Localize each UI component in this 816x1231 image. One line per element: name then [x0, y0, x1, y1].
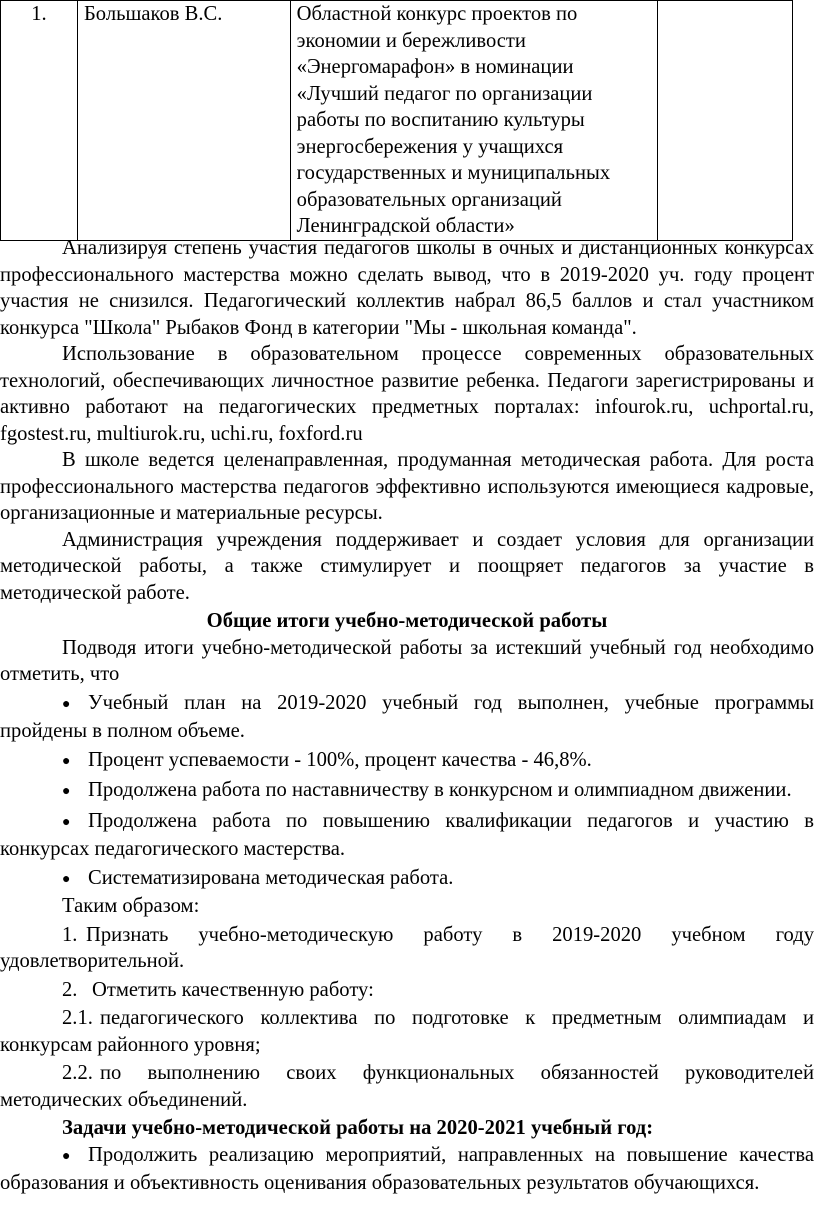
- item-text: Признать учебно-методическую работу в 2019-2020 учебном году удовлетворительной.: [0, 923, 814, 972]
- table-row: [1, 1, 793, 241]
- bullet-icon: ●: [62, 753, 71, 769]
- list-item-text: Продолжена работа по повышению квалификации педагогов и участию в конкурсах педагогического мастерства.: [0, 809, 814, 860]
- paragraph-administration: Администрация учреждения поддерживает и создает условия для организации методической работы, а также стимулирует и поощряет педагогов за участие в методической работе.: [0, 528, 814, 604]
- conclusion-lead: Таким образом:: [62, 895, 200, 917]
- row-number: 1.: [1, 1, 78, 241]
- bullet-icon: ●: [62, 1148, 71, 1164]
- list-item-text: Продолжить реализацию мероприятий, направленных на повышение качества образования и объективность оценивания образовательных результатов обучающихся.: [0, 1143, 814, 1194]
- participants-table: [0, 0, 793, 241]
- bullet-icon: ●: [62, 784, 71, 799]
- list-item-text: Систематизирована методическая работа.: [88, 866, 454, 889]
- summary-heading: Общие итоги учебно-методической работы: [206, 610, 608, 632]
- bullet-icon: ●: [62, 696, 71, 712]
- bullet-icon: ●: [62, 814, 71, 830]
- item-number: 2.: [62, 978, 78, 1001]
- tasks-heading: Задачи учебно-методической работы на 2020-2021 учебный год:: [62, 1117, 654, 1139]
- bullet-icon: ●: [62, 871, 71, 887]
- result-cell: [658, 1, 793, 241]
- summary-intro: Подводя итоги учебно-методической работы за истекший учебный год необходимо отметить, что: [0, 636, 814, 685]
- list-item: [0, 690, 814, 745]
- list-item-text: Продолжена работа по наставничеству в конкурсном и олимпиадном движении.: [88, 779, 792, 801]
- document-body: [0, 235, 814, 1197]
- competition-name: Областной конкурс проектов по экономии и бережливости «Энергомарафон» в номинации «Лучший педагог по организации работы по воспитанию культуры энергосбережения у учащихся государственных и муниципальных образовательных организаций Ленинградской области»: [290, 1, 658, 241]
- list-item: [0, 777, 814, 806]
- numbered-item: [0, 922, 814, 975]
- item-text: Отметить качественную работу:: [92, 978, 374, 1001]
- paragraph-participation: Анализируя степень участия педагогов школы в очных и дистанционных конкурсах профессионального мастерства можно сделать вывод, что в 2019-2020 уч. году процент участия не снизился. Педагогический коллектив набрал 86,5 баллов и стал участником конкурса "Школа" Рыбаков Фонд в категории "Мы - школьная команда".: [0, 237, 814, 339]
- numbered-item: [0, 1005, 814, 1058]
- item-number: 2.1.: [62, 1007, 93, 1029]
- item-number: 2.2.: [62, 1062, 93, 1084]
- item-number: 1.: [62, 923, 78, 946]
- list-item-text: Учебный план на 2019-2020 учебный год выполнен, учебные программы пройдены в полном объеме.: [0, 691, 814, 742]
- paragraph-technologies: Использование в образовательном процессе современных образовательных технологий, обеспечивающих личностное развитие ребенка. Педагоги зарегистрированы и активно работают на педагогических предметных порталах: infourok.ru, uchportal.ru, fgostest.ru, multiurok.ru, uchi.ru, foxford.ru: [0, 343, 814, 445]
- item-text: по выполнению своих функциональных обязанностей руководителей методических объединений.: [0, 1062, 814, 1111]
- numbered-item: [0, 977, 814, 1004]
- list-item: [0, 865, 814, 894]
- participant-name: Большаков В.С.: [77, 1, 290, 241]
- item-text: педагогического коллектива по подготовке к предметным олимпиадам и конкурсам районного уровня;: [0, 1007, 814, 1056]
- numbered-item: [0, 1060, 814, 1113]
- list-item-text: Процент успеваемости - 100%, процент качества - 46,8%.: [88, 748, 592, 771]
- paragraph-methodical-work: В школе ведется целенаправленная, продуманная методическая работа. Для роста профессионального мастерства педагогов эффективно используются имеющиеся кадровые, организационные и материальные ресурсы.: [0, 449, 814, 524]
- list-item: [0, 808, 814, 863]
- list-item: [0, 1142, 814, 1197]
- list-item: [0, 747, 814, 776]
